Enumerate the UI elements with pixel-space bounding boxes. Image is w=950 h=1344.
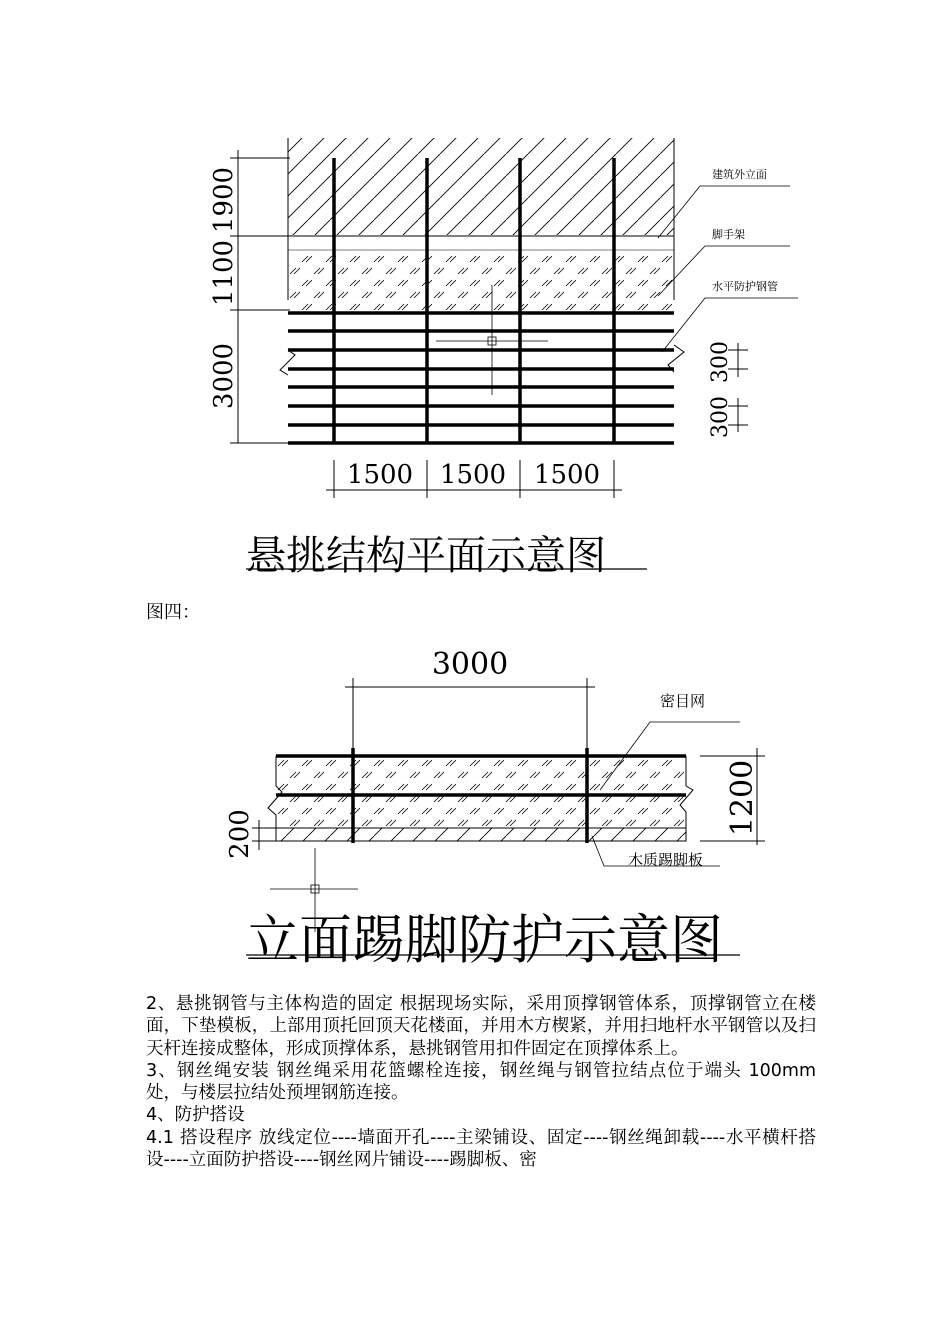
label-facade: 建筑外立面 <box>712 168 767 181</box>
body-text <box>146 993 816 1171</box>
top-dimension <box>345 678 595 750</box>
label-mesh: 密目网 <box>660 692 706 710</box>
dim-left-3: 3000 <box>209 342 239 410</box>
figure1-title: 悬挑结构平面示意图 <box>246 533 606 579</box>
dim-right-2: 300 <box>708 396 733 438</box>
label-guard-pipe: 水平防护钢管 <box>712 280 778 293</box>
dim-right-1200: 1200 <box>725 759 760 837</box>
figure-caption: 图四： <box>146 602 200 623</box>
dim-left-1: 1900 <box>209 166 239 234</box>
paragraph-4-1: 4.1 搭设程序 放线定位----墙面开孔----主梁铺设、固定----钢丝绳卸载----水平横杆搭设----立面防护搭设----钢丝网片铺设----踢脚板、密 <box>146 1127 816 1171</box>
dim-left-2: 1100 <box>209 239 239 307</box>
dim-right-1: 300 <box>708 341 733 383</box>
paragraph-3: 3、钢丝绳安装 钢丝绳采用花篮螺栓连接，钢丝绳与钢管拉结点位于端头 100mm 处，与楼层拉结处预埋钢筋连接。 <box>146 1060 816 1104</box>
paragraph-4: 4、防护搭设 <box>146 1105 245 1126</box>
dim-bottom-1: 1500 <box>346 460 414 490</box>
dim-bottom-2: 1500 <box>439 460 507 490</box>
paragraph-2: 2、悬挑钢管与主体构造的固定 根据现场实际，采用顶撑钢管体系，顶撑钢管立在楼面，下垫模板，上部用顶托回顶天花楼面，并用木方楔紧，并用扫地杆水平钢管以及扫天杆连接成整体，形成顶撑体系，悬挑钢管用扣件固定在顶撑体系上。 <box>146 994 816 1059</box>
label-scaffold: 脚手架 <box>712 228 745 241</box>
fig2-left-dimension <box>252 820 276 850</box>
dim-left-200: 200 <box>225 809 255 859</box>
figure2-title: 立面踢脚防护示意图 <box>246 910 723 971</box>
label-toe-board: 木质踢脚板 <box>628 851 704 869</box>
toe-board <box>276 828 686 841</box>
mesh-zone <box>276 756 686 828</box>
dim-top: 3000 <box>431 647 509 682</box>
dim-bottom-3: 1500 <box>533 460 601 490</box>
